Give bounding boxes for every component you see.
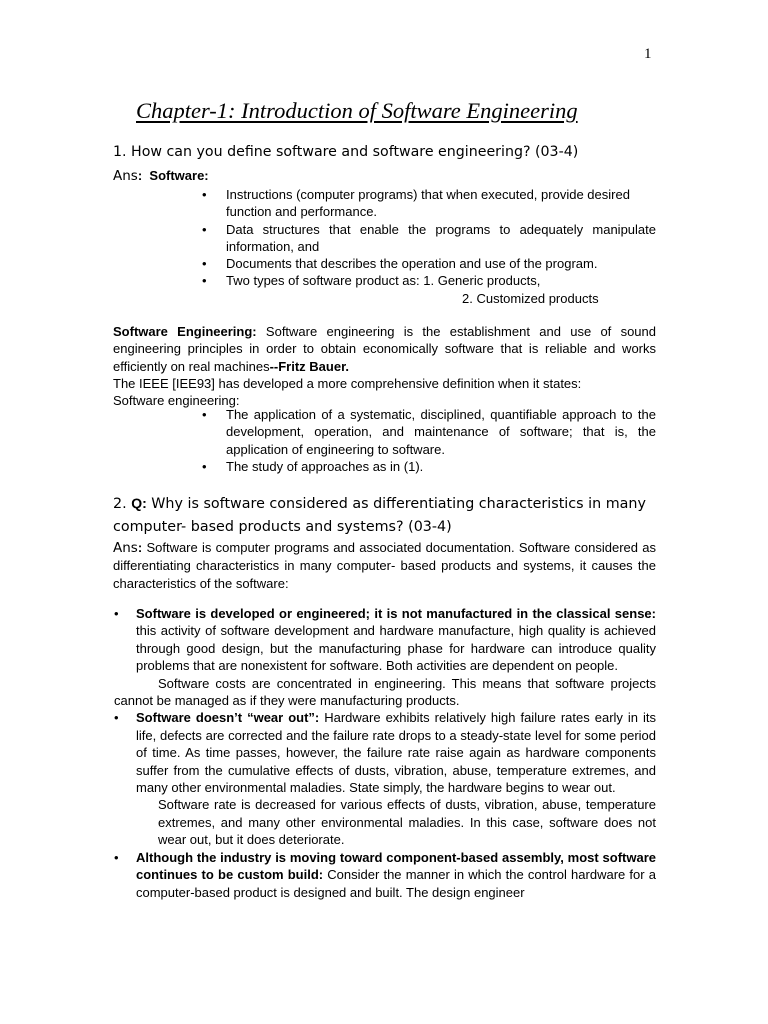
question-2: [113, 492, 658, 539]
ans-label: Ans: [113, 540, 138, 556]
list-item: [114, 709, 656, 796]
q2-number: 2.: [113, 496, 132, 512]
ans-label: Ans: [113, 168, 138, 184]
list-item: [202, 458, 656, 475]
list-item-heading: Although the industry is moving toward component-based assembly, most software continues to be custom build:: [136, 849, 656, 883]
list-item: [202, 272, 656, 289]
list-item: [202, 221, 656, 256]
list-item: [114, 849, 656, 901]
q2-text: Why is software considered as differentiating characteristics in many computer- based products and systems? (03-4): [113, 496, 646, 535]
list-item-text: Software rate is decreased for various effects of dusts, vibration, abuse, temperature extremes, and many other environmental maladies. In this case, software does not wear out, but it does deteriorate.: [158, 797, 656, 848]
q2-label: Q:: [131, 495, 147, 511]
software-definition-list: [202, 186, 656, 307]
list-item-heading: Software doesn’t “wear out”:: [136, 710, 320, 726]
se-label: Software Engineering:: [113, 324, 257, 339]
list-item-heading: Software is developed or engineered; it is not manufactured in the classical sense:: [136, 606, 656, 621]
bullet-icon: •: [202, 458, 207, 474]
characteristics-list: [114, 605, 656, 901]
list-item-text: 2. Customized products: [462, 290, 599, 306]
ieee-definition-list: [202, 406, 656, 475]
list-item-text: The study of approaches as in (1).: [226, 458, 424, 474]
answer-2: [113, 539, 656, 592]
ans-colon: :: [137, 168, 143, 183]
list-item-text: Instructions (computer programs) that when executed, provide desired function and performance.: [226, 187, 630, 220]
list-item: [202, 255, 656, 272]
bullet-icon: •: [202, 273, 207, 289]
answer-2-text: Software is computer programs and associated documentation. Software considered as differentiating characteristics in many computer- based products and systems, it causes the characteristics of the software:: [113, 540, 656, 591]
chapter-title: Chapter-1: Introduction of Software Engineering: [136, 98, 578, 123]
bullet-icon: •: [202, 221, 207, 237]
bullet-icon: •: [114, 849, 119, 865]
bullet-icon: •: [114, 710, 119, 726]
list-item-note: [136, 796, 656, 848]
question-1: 1. How can you define software and software engineering? (03-4): [113, 144, 579, 160]
list-item-text: Documents that describes the operation and use of the program.: [226, 256, 598, 272]
bullet-icon: •: [114, 606, 119, 621]
answer-1-label: [113, 168, 209, 184]
list-item-text: Software costs are concentrated in engineering. This means that software projects cannot be managed as if they were manufacturing products.: [114, 675, 656, 709]
list-item: [202, 186, 656, 221]
page-number: 1: [644, 46, 652, 62]
list-item: [114, 605, 656, 675]
bullet-icon: •: [202, 256, 207, 272]
list-item-text: Hardware exhibits relatively high failure rates early in its life, defects are corrected and the failure rate drops to a steady-state level for some period of time. As time passes, however, the failure rate raise again as hardware components suffer from the cumulative effects of dusts, vibration, abuse, temperature extremes, and many other environmental maladies. State simply, the hardware begins to wear out.: [136, 710, 656, 796]
ieee-line: The IEEE [IEE93] has developed a more comprehensive definition when it states:: [113, 376, 582, 391]
bullet-icon: •: [202, 187, 207, 202]
list-item-note: [114, 675, 656, 710]
list-item-text: Consider the manner in which the control hardware for a computer-based product is designed and built. The design engineer: [136, 867, 656, 900]
se-author: --Fritz Bauer.: [269, 358, 350, 374]
software-label: Software:: [149, 168, 209, 183]
bullet-icon: •: [202, 407, 207, 422]
list-item-text: The application of a systematic, disciplined, quantifiable approach to the development, operation, and maintenance of software; that is, the application of engineering to software.: [226, 407, 656, 457]
list-item-text: this activity of software development and hardware manufacture, high quality is achieved through good design, but the manufacturing phase for hardware can introduce quality problems that are nonexistent for software. Both activities are dependent on people.: [136, 623, 656, 674]
list-item-text: Two types of software product as: 1. Generic products,: [226, 273, 541, 289]
se-text: Software engineering is the establishment and use of sound engineering principles in order to obtain economically software that is reliable and works efficiently on real machines: [113, 324, 656, 374]
software-engineering-definition: [113, 323, 656, 375]
list-item-text: Data structures that enable the programs to adequately manipulate information, and: [226, 221, 656, 254]
ans-colon: :: [137, 540, 143, 555]
list-item-continuation: [226, 290, 656, 307]
se-line: Software engineering:: [113, 393, 240, 408]
list-item: [202, 406, 656, 458]
